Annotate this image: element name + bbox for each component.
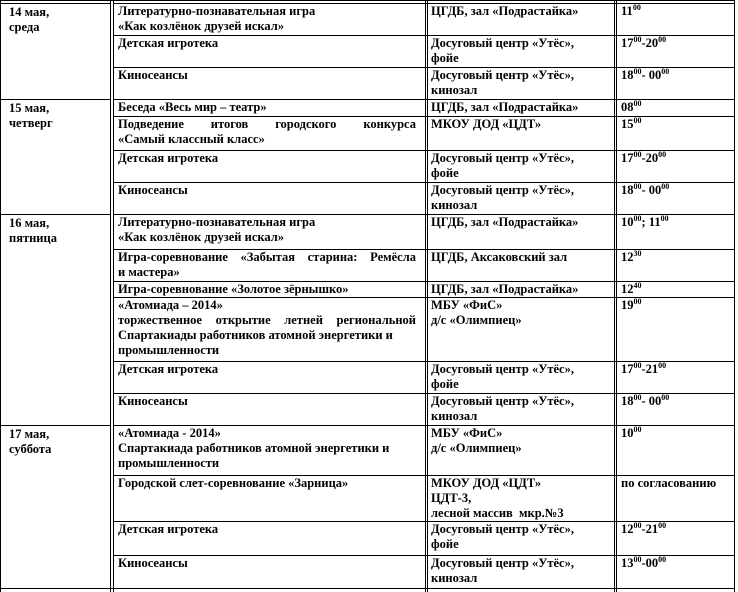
time-value: -20 (641, 36, 659, 50)
event-title-line: торжественное открытие летней региональной (118, 313, 416, 327)
time-value: - 00 (641, 68, 662, 82)
event-time-cell (621, 556, 733, 571)
event-title-line: Детская игротека (118, 151, 219, 165)
day-separator-rule (0, 214, 111, 215)
time-value: 17 (621, 362, 634, 376)
event-title-line: и мастера» (118, 265, 180, 279)
time-minutes: 00 (633, 116, 642, 125)
event-title-line: Киносеансы (118, 556, 188, 570)
event-title-line: «Как козлёнок друзей искал» (118, 230, 285, 244)
event-title-line: Беседа «Весь мир – театр» (118, 100, 267, 114)
time-value: - 00 (641, 394, 662, 408)
table-bottom-rule (0, 588, 734, 589)
time-minutes: 00 (633, 67, 642, 76)
day-date: 16 мая, (9, 216, 50, 230)
time-value: 19 (621, 298, 634, 312)
event-place-line: фойе (431, 377, 459, 391)
event-title-line: Городской слет-соревнование «Зарница» (118, 476, 349, 490)
event-place-cell (431, 68, 613, 98)
event-place-line: фойе (431, 537, 459, 551)
event-place-cell (431, 100, 613, 115)
event-title-cell (118, 151, 416, 166)
time-value: -21 (641, 522, 659, 536)
day-date: 15 мая, (9, 101, 50, 115)
event-place-line: ЦДТ-3, (431, 491, 472, 505)
event-place-line: МБУ «ФиС» (431, 298, 503, 312)
event-title-line: Спартакиада работников атомной энергетики и (118, 441, 390, 455)
time-value: 12 (621, 250, 634, 264)
column-rule (427, 0, 428, 592)
event-title-line: Детская игротека (118, 362, 219, 376)
event-place-line: фойе (431, 166, 459, 180)
time-value: 17 (621, 151, 634, 165)
event-place-cell (431, 556, 613, 586)
event-title-cell (118, 250, 416, 280)
event-place-line: Досуговый центр «Утёс», (431, 522, 574, 536)
event-place-line: лесной массив мкр.№3 (431, 506, 564, 520)
event-time-cell (621, 68, 733, 83)
event-title-line: Киносеансы (118, 394, 188, 408)
event-title-line: Киносеансы (118, 68, 188, 82)
day-weekday: четверг (9, 116, 53, 130)
event-time-cell (621, 298, 733, 313)
column-rule (734, 0, 735, 592)
event-place-cell (431, 4, 613, 19)
event-place-line: ЦГДБ, зал «Подрастайка» (431, 100, 579, 114)
event-place-line: кинозал (431, 198, 478, 212)
column-rule (113, 0, 114, 592)
time-minutes: 00 (660, 214, 669, 223)
event-time-cell (621, 250, 733, 265)
event-title-cell (118, 215, 416, 245)
event-title-line: «Как козлёнок друзей искал» (118, 19, 285, 33)
time-minutes: 00 (661, 182, 670, 191)
time-minutes: 00 (658, 555, 667, 564)
event-time-cell (621, 36, 733, 51)
event-place-line: Досуговый центр «Утёс», (431, 68, 574, 82)
event-time-cell (621, 426, 733, 441)
time-value: 17 (621, 36, 634, 50)
event-title-cell (118, 4, 416, 34)
event-place-cell (431, 36, 613, 66)
time-minutes: 00 (658, 150, 667, 159)
event-title-line: Игра-соревнование «Золотое зёрнышко» (118, 282, 349, 296)
column-rule (614, 0, 615, 592)
event-title-cell (118, 556, 416, 571)
day-separator-rule (0, 3, 111, 4)
time-minutes: 00 (633, 521, 642, 530)
time-minutes: 00 (633, 214, 642, 223)
event-title-line: промышленности (118, 343, 220, 357)
time-value: 10 (621, 426, 634, 440)
time-minutes: 00 (633, 361, 642, 370)
column-rule (616, 0, 617, 592)
event-place-line: ЦГДБ, зал «Подрастайка» (431, 282, 579, 296)
time-minutes: 00 (633, 425, 642, 434)
time-minutes: 00 (661, 67, 670, 76)
time-value: по согласованию (621, 476, 717, 490)
event-place-cell (431, 394, 613, 424)
event-place-line: кинозал (431, 571, 478, 585)
event-title-cell (118, 36, 416, 51)
time-minutes: 00 (661, 393, 670, 402)
event-time-cell (621, 522, 733, 537)
column-rule (110, 0, 111, 592)
event-place-line: фойе (431, 51, 459, 65)
time-minutes: 00 (658, 35, 667, 44)
event-place-cell (431, 183, 613, 213)
event-place-cell (431, 298, 613, 328)
day-separator-rule (0, 99, 111, 100)
event-place-cell (431, 476, 613, 521)
time-minutes: 00 (658, 361, 667, 370)
day-date-cell (9, 216, 107, 246)
day-date: 14 мая, (9, 5, 50, 19)
event-title-line: «Самый классный класс» (118, 132, 265, 146)
event-title-cell (118, 522, 416, 537)
event-title-line: промышленности (118, 456, 220, 470)
event-place-line: д/с «Олимпиец» (431, 313, 522, 327)
event-title-line: Детская игротека (118, 522, 219, 536)
time-value: -00 (641, 556, 659, 570)
time-minutes: 00 (633, 555, 642, 564)
event-title-cell (118, 394, 416, 409)
event-title-line: Спартакиады работников атомной энергетики и (118, 328, 393, 342)
event-title-line: Киносеансы (118, 183, 188, 197)
event-time-cell (621, 117, 733, 132)
column-rule (0, 0, 1, 592)
event-time-cell (621, 183, 733, 198)
day-weekday: суббота (9, 442, 52, 456)
event-title-line: «Атомиада – 2014» (118, 298, 223, 312)
event-place-line: кинозал (431, 83, 478, 97)
event-title-cell (118, 117, 416, 147)
time-minutes: 00 (633, 297, 642, 306)
day-weekday: среда (9, 20, 40, 34)
event-time-cell (621, 4, 733, 19)
time-value: -21 (641, 362, 659, 376)
time-value: -20 (641, 151, 659, 165)
event-time-cell (621, 476, 733, 491)
event-time-cell (621, 215, 733, 230)
event-place-cell (431, 282, 613, 297)
table-top-rule (0, 0, 734, 1)
time-minutes: 40 (633, 281, 642, 290)
time-value: 12 (621, 282, 634, 296)
time-value: 10 (621, 215, 634, 229)
event-time-cell (621, 282, 733, 297)
event-time-cell (621, 362, 733, 377)
time-value: 18 (621, 183, 634, 197)
time-minutes: 00 (632, 3, 641, 12)
event-place-line: Досуговый центр «Утёс», (431, 556, 574, 570)
event-place-line: кинозал (431, 409, 478, 423)
event-place-line: МКОУ ДОД «ЦДТ» (431, 117, 542, 131)
event-place-line: ЦГДБ, зал «Подрастайка» (431, 215, 579, 229)
event-place-line: Досуговый центр «Утёс», (431, 394, 574, 408)
event-place-cell (431, 215, 613, 230)
event-place-line: Досуговый центр «Утёс», (431, 36, 574, 50)
event-title-line: «Атомиада - 2014» (118, 426, 221, 440)
time-value: 18 (621, 394, 634, 408)
event-place-cell (431, 362, 613, 392)
event-title-cell (118, 362, 416, 377)
event-place-line: МКОУ ДОД «ЦДТ» (431, 476, 542, 490)
event-place-line: д/с «Олимпиец» (431, 441, 522, 455)
event-title-cell (118, 476, 416, 491)
time-minutes: 00 (633, 35, 642, 44)
event-title-cell (118, 100, 416, 115)
event-place-cell (431, 522, 613, 552)
event-place-cell (431, 250, 613, 265)
event-title-cell (118, 183, 416, 198)
time-value: 11 (621, 4, 633, 18)
event-place-line: ЦГДБ, Аксаковский зал (431, 250, 568, 264)
event-time-cell (621, 100, 733, 115)
event-place-line: Досуговый центр «Утёс», (431, 151, 574, 165)
event-place-line: ЦГДБ, зал «Подрастайка» (431, 4, 579, 18)
time-minutes: 00 (633, 182, 642, 191)
day-separator-rule (0, 425, 111, 426)
event-place-line: Досуговый центр «Утёс», (431, 362, 574, 376)
time-minutes: 00 (633, 393, 642, 402)
day-date-cell (9, 5, 107, 35)
event-place-cell (431, 426, 613, 456)
day-date: 17 мая, (9, 427, 50, 441)
time-value: 08 (621, 100, 634, 114)
event-place-line: Досуговый центр «Утёс», (431, 183, 574, 197)
event-title-cell (118, 426, 416, 471)
event-title-line: Подведение итогов городского конкурса (118, 117, 416, 131)
time-minutes: 00 (633, 150, 642, 159)
time-minutes: 00 (658, 521, 667, 530)
time-minutes: 00 (633, 99, 642, 108)
day-date-cell (9, 427, 107, 457)
event-place-cell (431, 117, 613, 132)
day-weekday: пятница (9, 231, 57, 245)
day-date-cell (9, 101, 107, 131)
column-rule (425, 0, 426, 592)
event-time-cell (621, 151, 733, 166)
time-value: - 00 (641, 183, 662, 197)
event-title-cell (118, 298, 416, 358)
time-value: 12 (621, 522, 634, 536)
event-title-line: Игра-соревнование «Забытая старина: Ремёсла (118, 250, 416, 264)
time-value: 13 (621, 556, 634, 570)
time-value: 18 (621, 68, 634, 82)
event-place-cell (431, 151, 613, 181)
event-title-line: Литературно-познавательная игра (118, 215, 316, 229)
event-title-line: Детская игротека (118, 36, 219, 50)
time-minutes: 30 (633, 249, 642, 258)
time-value: ; 11 (641, 215, 661, 229)
event-title-cell (118, 282, 416, 297)
event-title-cell (118, 68, 416, 83)
event-title-line: Литературно-познавательная игра (118, 4, 316, 18)
event-time-cell (621, 394, 733, 409)
time-value: 15 (621, 117, 634, 131)
event-place-line: МБУ «ФиС» (431, 426, 503, 440)
